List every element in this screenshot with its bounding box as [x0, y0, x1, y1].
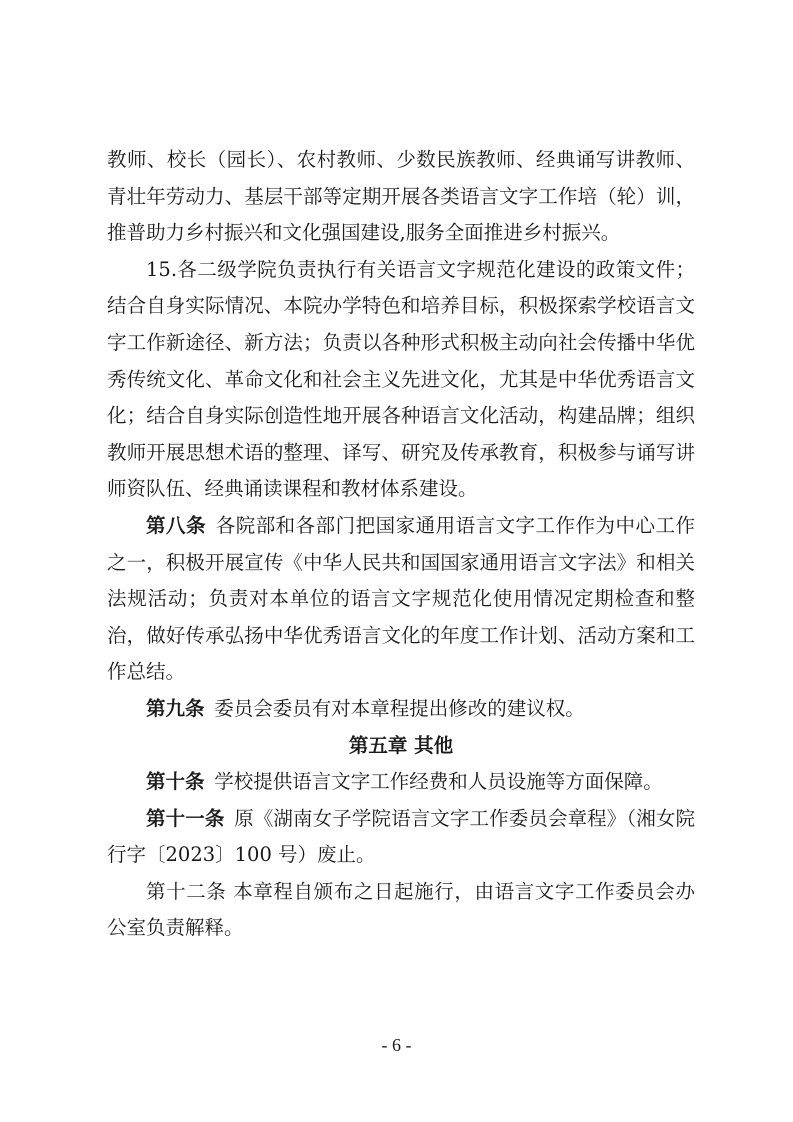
article-12-paragraph: 第十二条 本章程自颁布之日起施行，由语言文字工作委员会办公室负责解释。	[107, 879, 695, 940]
item-15-paragraph: 15.各二级学院负责执行有关语言文字规范化建设的政策文件；结合自身实际情况、本院办学特色和培养目标，积极探索学校语言文字工作新途径、新方法；负责以各种形式积极主动向社会传播中华优秀传统文化、革命文化和社会主义先进文化，尤其是中华优秀语言文化；结合自身实际创造性地开展各种语言文化活动，构建品牌；组织教师开展思想术语的整理、译写、研究及传承教育，积极参与诵写讲师资队伍、经典诵读课程和教材体系建设。	[107, 257, 695, 501]
article-10-label: 第十条	[146, 770, 205, 794]
article-11-text: 原《湖南女子学院语言文字工作委员会章程》（湘女院行字〔2023〕100 号）废止。	[107, 806, 695, 867]
article-10-paragraph	[107, 764, 695, 801]
article-9-label: 第九条	[146, 696, 205, 720]
article-8-paragraph	[107, 508, 695, 691]
chapter-5-heading: 第五章 其他	[348, 733, 454, 757]
article-8-label: 第八条	[146, 513, 206, 537]
article-9-paragraph	[107, 691, 695, 728]
article-9-text: 委员会委员有对本章程提出修改的建议权。	[214, 696, 585, 720]
article-11-paragraph	[107, 801, 695, 874]
page-number: - 6 -	[381, 1035, 412, 1055]
article-11-label: 第十一条	[146, 806, 225, 830]
continued-paragraph: 教师、校长（园长）、农村教师、少数民族教师、经典诵写讲教师、青壮年劳动力、基层干部等定期开展各类语言文字工作培（轮）训，推普助力乡村振兴和文化强国建设,服务全面推进乡村振兴。	[107, 148, 695, 245]
document-body	[107, 142, 695, 947]
article-8-text: 各院部和各部门把国家通用语言文字工作作为中心工作之一，积极开展宣传《中华人民共和国国家通用语言文字法》和相关法规活动；负责对本单位的语言文字规范化使用情况定期检查和整治，做好传承弘扬中华优秀语言文化的年度工作计划、活动方案和工作总结。	[107, 513, 695, 684]
article-10-text: 学校提供语言文字工作经费和人员设施等方面保障。	[214, 770, 663, 794]
